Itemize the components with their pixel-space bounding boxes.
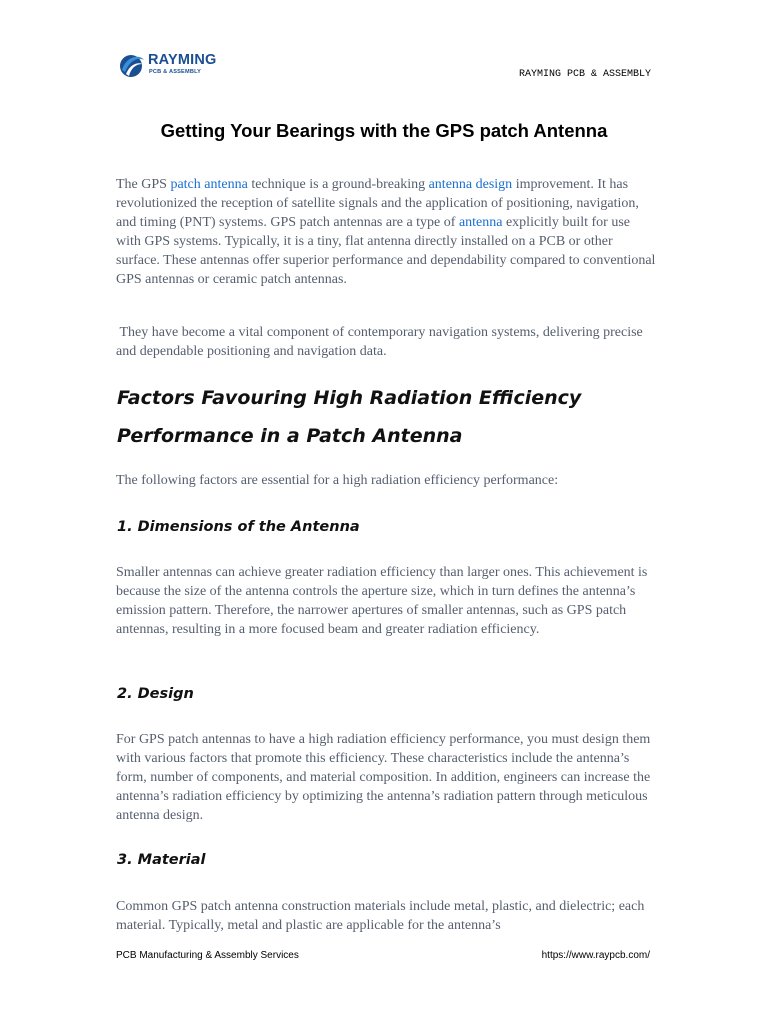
factor-1-heading: 1. Dimensions of the Antenna (117, 519, 360, 535)
rayming-logo (116, 50, 226, 82)
logo-name: RAYMING (148, 52, 217, 68)
factor-2-text: For GPS patch antennas to have a high radiation efficiency performance, you must design them with various factors that promote this efficiency. These characteristics include the antenna’s form, number of components, and material composition. In addition, engineers can increase the antenna’s radiation efficiency by optimizing the antenna’s radiation pattern through meticulous antenna design. (116, 732, 651, 823)
footer-url-link[interactable]: https://www.raypcb.com/ (541, 950, 650, 961)
patch-antenna-link[interactable]: patch antenna (170, 177, 248, 192)
logo-tagline: PCB & ASSEMBLY (149, 69, 202, 75)
antenna-design-link[interactable]: antenna design (428, 177, 513, 192)
footer-left: PCB Manufacturing & Assembly Services (116, 950, 299, 961)
running-head: RAYMING PCB & ASSEMBLY (518, 69, 651, 80)
intro-text-4: explicitly built for use with GPS systems. Typically, it is a tiny, flat antenna directly installed on a PCB or other surface. These antennas offer superior performance and dependability compared to conventional GPS antennas or ceramic patch antennas. (116, 215, 656, 287)
second-paragraph: They have become a vital component of contemporary navigation systems, delivering precise and dependable positioning and navigation data. (116, 325, 647, 359)
intro-text-1: The GPS (116, 177, 171, 192)
factor-1-text: Smaller antennas can achieve greater radiation efficiency than larger ones. This achievement is because the size of the antenna controls the aperture size, which in turn defines the antenna’s emission pattern. Therefore, the narrower apertures of smaller antennas, such as GPS patch antennas, resulting in a more focused beam and greater radiation efficiency. (116, 565, 648, 637)
intro-text-2: technique is a ground-breaking (247, 177, 429, 192)
logo-swirl-icon (116, 50, 146, 80)
intro-text-3: improvement. It has revolutionized the reception of satellite signals and the application of positioning, navigation, and timing (PNT) systems. GPS patch antennas are a type of (116, 177, 639, 230)
factor-3-text: Common GPS patch antenna construction materials include metal, plastic, and dielectric; each material. Typically, metal and plastic are applicable for the antenna’s (116, 899, 645, 933)
factor-3-heading: 3. Material (117, 852, 206, 868)
factor-2-heading: 2. Design (117, 686, 194, 702)
antenna-link[interactable]: antenna (458, 215, 503, 230)
document-title: Getting Your Bearings with the GPS patch Antenna (160, 120, 608, 141)
section-intro: The following factors are essential for a high radiation efficiency performance: (116, 473, 559, 488)
intro-paragraph (116, 175, 656, 289)
section-heading: Factors Favouring High Radiation Efficiency Performance in a Patch Antenna (117, 387, 582, 447)
